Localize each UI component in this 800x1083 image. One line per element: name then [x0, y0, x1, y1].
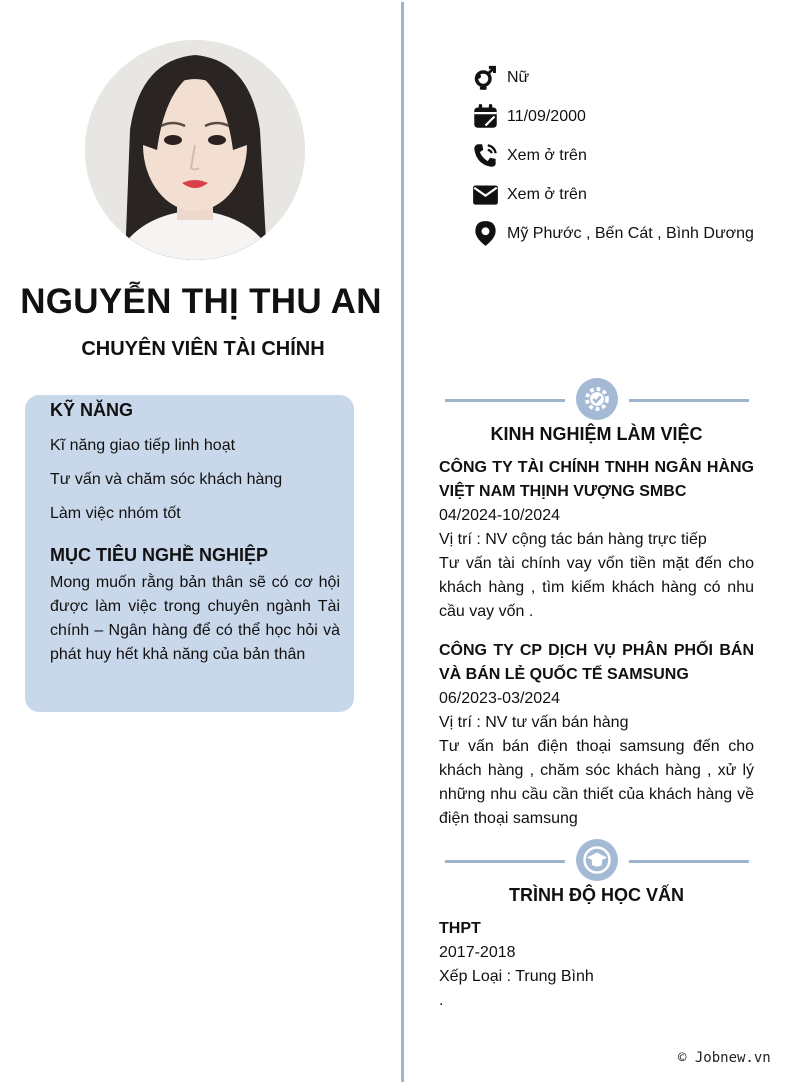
- gear-check-icon: [576, 378, 618, 420]
- education-grade: Xếp Loại : Trung Bình: [439, 968, 594, 985]
- divider-line: [445, 860, 565, 863]
- divider-line: [629, 860, 749, 863]
- divider-line: [445, 399, 565, 402]
- skills-objective-panel: [25, 395, 354, 712]
- job-period: 04/2024-10/2024: [439, 507, 560, 524]
- birthday-value: 11/09/2000: [507, 107, 586, 125]
- skill-item: Tư vấn và chăm sóc khách hàng: [50, 471, 283, 488]
- column-divider: [401, 2, 404, 1082]
- contact-phone: [471, 136, 791, 175]
- job-company: CÔNG TY CP DỊCH VỤ PHÂN PHỐI BÁN VÀ BÁN LẺ QUỐC TẾ SAMSUNG: [439, 642, 754, 683]
- experience-job-1: [439, 456, 754, 624]
- email-value: Xem ở trên: [507, 185, 587, 203]
- job-description: Tư vấn tài chính vay vốn tiền mặt đến cho khách hàng , tìm kiếm khách hàng có nhu cầu vay vốn .: [439, 555, 754, 620]
- skill-item: Kĩ năng giao tiếp linh hoạt: [50, 437, 236, 454]
- avatar: [85, 40, 305, 260]
- skill-item: Làm việc nhóm tốt: [50, 505, 181, 522]
- gender-icon: [471, 64, 499, 92]
- education-school: THPT: [439, 920, 481, 937]
- location-icon: [471, 220, 499, 248]
- job-position: Vị trí : NV cộng tác bán hàng trực tiếp: [439, 531, 707, 548]
- contact-birthday: [471, 97, 791, 136]
- address-value: Mỹ Phước , Bến Cát , Bình Dương: [507, 224, 754, 242]
- contact-gender: [471, 58, 791, 97]
- experience-section-divider: [445, 378, 749, 422]
- education-entry: [439, 917, 754, 1013]
- phone-value: Xem ở trên: [507, 146, 587, 164]
- copyright-footer: © Jobnew.vn: [678, 1050, 771, 1066]
- skills-heading: KỸ NĂNG: [50, 400, 134, 420]
- job-company: CÔNG TY TÀI CHÍNH TNHH NGÂN HÀNG VIỆT NAM THỊNH VƯỢNG SMBC: [439, 459, 754, 500]
- contact-address: [471, 214, 791, 253]
- education-section-divider: [445, 839, 749, 883]
- graduation-cap-icon: [576, 839, 618, 881]
- avatar-photo: [85, 40, 305, 260]
- experience-job-2: [439, 639, 754, 831]
- phone-icon: [471, 142, 499, 170]
- job-position: Vị trí : NV tư vấn bán hàng: [439, 714, 629, 731]
- skills-list: [50, 436, 340, 524]
- contact-email: [471, 175, 791, 214]
- calendar-icon: [471, 103, 499, 131]
- job-description: Tư vấn bán điện thoại samsung đến cho khách hàng , chăm sóc khách hàng , xử lý những nhu cầu cần thiết của khách hàng về điện thoại samsung: [439, 738, 754, 827]
- contact-info: [471, 58, 791, 253]
- job-period: 06/2023-03/2024: [439, 690, 560, 707]
- objective-text: Mong muốn rằng bản thân sẽ có cơ hội được làm việc trong chuyên ngành Tài chính – Ngân hàng để có thể học hỏi và phát huy hết khả năng của bản thân: [50, 574, 340, 663]
- education-heading: TRÌNH ĐỘ HỌC VẤN: [509, 885, 684, 905]
- email-icon: [471, 181, 499, 209]
- divider-line: [629, 399, 749, 402]
- objective-heading: MỤC TIÊU NGHỀ NGHIỆP: [50, 545, 269, 565]
- education-period: 2017-2018: [439, 944, 516, 961]
- education-note: .: [439, 992, 444, 1009]
- candidate-name: NGUYỄN THỊ THU AN: [20, 282, 382, 321]
- candidate-job-title: CHUYÊN VIÊN TÀI CHÍNH: [81, 338, 325, 360]
- gender-value: Nữ: [507, 68, 530, 86]
- experience-heading: KINH NGHIỆM LÀM VIỆC: [490, 424, 703, 444]
